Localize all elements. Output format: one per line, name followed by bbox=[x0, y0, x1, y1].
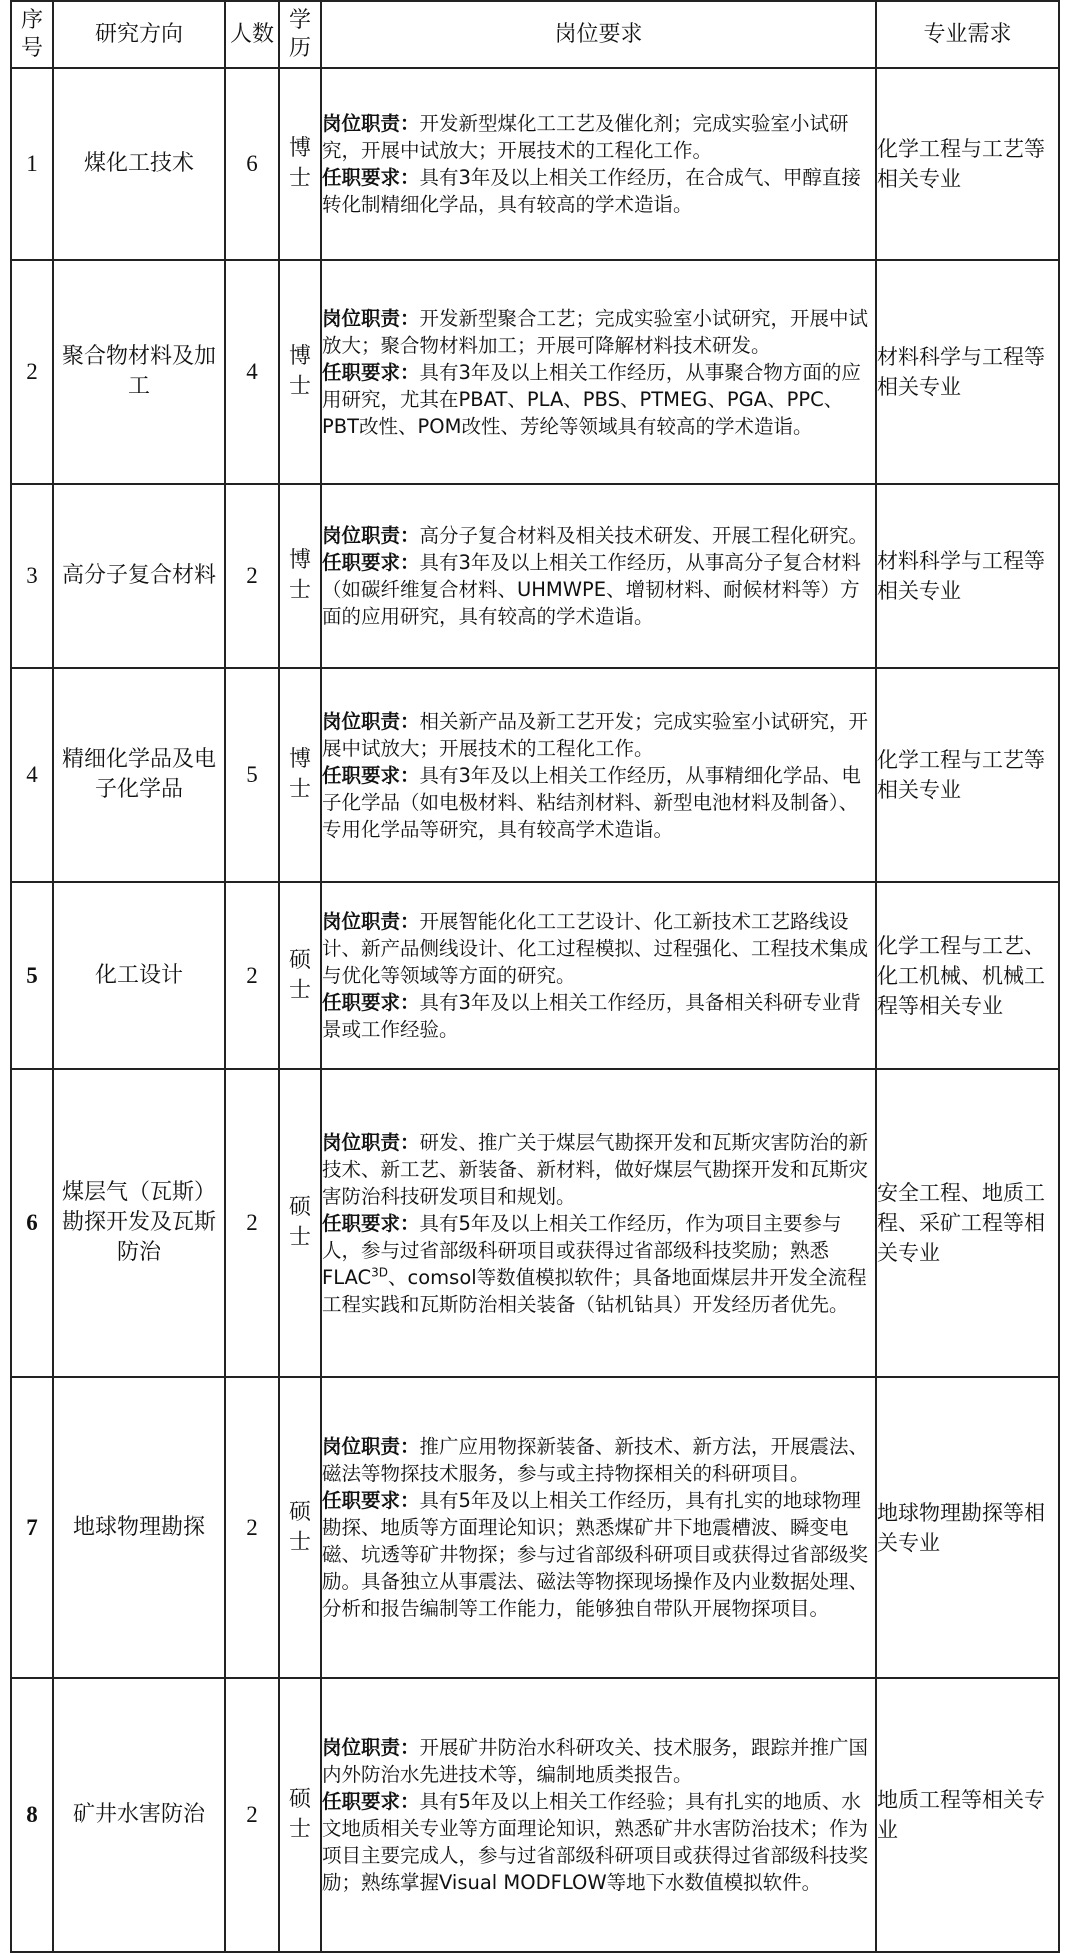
row-no: 5 bbox=[11, 882, 53, 1069]
duty-text: 开发新型煤化工工艺及催化剂；完成实验室小试研究，开展中试放大；开展技术的工程化工作。 bbox=[322, 112, 849, 162]
header-major: 专业需求 bbox=[876, 1, 1059, 68]
row-direction: 煤层气（瓦斯）勘探开发及瓦斯防治 bbox=[53, 1069, 225, 1377]
qualification-label: 任职要求： bbox=[322, 763, 420, 787]
qualification-text: 具有3年及以上相关工作经历，从事高分子复合材料（如碳纤维复合材料、UHMWPE、增韧材料、耐候材料等）方面的应用研究，具有较高的学术造诣。 bbox=[322, 551, 861, 628]
duty-text: 开展智能化化工工艺设计、化工新技术工艺路线设计、新产品侧线设计、化工过程模拟、过程强化、工程技术集成与优化等领域等方面的研究。 bbox=[322, 910, 869, 987]
row-requirements bbox=[321, 1069, 876, 1377]
duty-label: 岗位职责： bbox=[322, 1130, 420, 1154]
qualification-label: 任职要求： bbox=[322, 1211, 420, 1235]
row-no: 8 bbox=[11, 1678, 53, 1952]
table-row bbox=[11, 1377, 1059, 1678]
row-education: 硕士 bbox=[279, 1678, 321, 1952]
qualification-text-cont: 、comsol等数值模拟软件；具备地面煤层井开发全流程工程实践和瓦斯防治相关装备（钻机钻具）开发经历者优先。 bbox=[322, 1265, 867, 1316]
row-no: 7 bbox=[11, 1377, 53, 1678]
row-major: 安全工程、地质工程、采矿工程等相关专业 bbox=[876, 1069, 1059, 1377]
row-direction: 地球物理勘探 bbox=[53, 1377, 225, 1678]
row-requirements bbox=[321, 484, 876, 668]
row-direction: 精细化学品及电子化学品 bbox=[53, 668, 225, 882]
row-major: 材料科学与工程等相关专业 bbox=[876, 484, 1059, 668]
row-education: 硕士 bbox=[279, 882, 321, 1069]
duty-text: 推广应用物探新装备、新技术、新方法，开展震法、磁法等物探技术服务，参与或主持物探相关的科研项目。 bbox=[322, 1435, 869, 1485]
row-major: 地球物理勘探等相关专业 bbox=[876, 1377, 1059, 1678]
table-row bbox=[11, 668, 1059, 882]
row-direction: 化工设计 bbox=[53, 882, 225, 1069]
row-major: 地质工程等相关专业 bbox=[876, 1678, 1059, 1952]
row-count: 6 bbox=[225, 68, 279, 260]
qualification-text: 具有3年及以上相关工作经历，在合成气、甲醇直接转化制精细化学品，具有较高的学术造诣。 bbox=[322, 166, 861, 216]
qualification-label: 任职要求： bbox=[322, 166, 420, 189]
duty-text: 开展矿井防治水科研攻关、技术服务，跟踪并推广国内外防治水先进技术等，编制地质类报告。 bbox=[322, 1736, 869, 1786]
row-major: 化学工程与工艺等相关专业 bbox=[876, 668, 1059, 882]
row-count: 2 bbox=[225, 1069, 279, 1377]
row-no: 1 bbox=[11, 68, 53, 260]
row-education: 博士 bbox=[279, 668, 321, 882]
row-count: 4 bbox=[225, 260, 279, 484]
row-education: 博士 bbox=[279, 68, 321, 260]
duty-label: 岗位职责： bbox=[322, 1736, 420, 1759]
duty-label: 岗位职责： bbox=[322, 910, 420, 933]
duty-label: 岗位职责： bbox=[322, 524, 420, 547]
qualification-text: 具有5年及以上相关工作经历，作为项目主要参与人，参与过省部级科研项目或获得过省部级科技奖励；熟悉FLAC bbox=[322, 1211, 842, 1289]
row-education: 硕士 bbox=[279, 1377, 321, 1678]
row-major: 化学工程与工艺等相关专业 bbox=[876, 68, 1059, 260]
row-direction: 煤化工技术 bbox=[53, 68, 225, 260]
row-no: 6 bbox=[11, 1069, 53, 1377]
qualification-text: 具有3年及以上相关工作经历，从事精细化学品、电子化学品（如电极材料、粘结剂材料、新型电池材料及制备）、专用化学品等研究，具有较高学术造诣。 bbox=[322, 763, 861, 841]
duty-label: 岗位职责： bbox=[322, 112, 420, 135]
qualification-label: 任职要求： bbox=[322, 551, 420, 574]
duty-text: 高分子复合材料及相关技术研发、开展工程化研究。 bbox=[419, 524, 869, 547]
header-direction: 研究方向 bbox=[53, 1, 225, 68]
table-row bbox=[11, 1069, 1059, 1377]
row-count: 5 bbox=[225, 668, 279, 882]
qualification-text: 具有3年及以上相关工作经历，从事聚合物方面的应用研究，尤其在PBAT、PLA、PBS、PTMEG、PGA、PPC、PBT改性、POM改性、芳纶等领域具有较高的学术造诣。 bbox=[322, 360, 861, 438]
job-requirements-table bbox=[10, 0, 1060, 1953]
table-row bbox=[11, 260, 1059, 484]
qualification-label: 任职要求： bbox=[322, 360, 420, 384]
row-requirements bbox=[321, 882, 876, 1069]
duty-text: 相关新产品及新工艺开发；完成实验室小试研究，开展中试放大；开展技术的工程化工作。 bbox=[322, 709, 869, 760]
duty-text: 研发、推广关于煤层气勘探开发和瓦斯灾害防治的新技术、新工艺、新装备、新材料，做好煤层气勘探开发和瓦斯灾害防治科技研发项目和规划。 bbox=[322, 1130, 869, 1208]
row-count: 2 bbox=[225, 882, 279, 1069]
row-no: 2 bbox=[11, 260, 53, 484]
row-count: 2 bbox=[225, 1377, 279, 1678]
header-no: 序号 bbox=[11, 1, 53, 68]
row-no: 3 bbox=[11, 484, 53, 668]
table-row bbox=[11, 1678, 1059, 1952]
duty-label: 岗位职责： bbox=[322, 306, 420, 330]
row-requirements bbox=[321, 668, 876, 882]
row-education: 博士 bbox=[279, 260, 321, 484]
table-row bbox=[11, 484, 1059, 668]
row-major: 化学工程与工艺、化工机械、机械工程等相关专业 bbox=[876, 882, 1059, 1069]
table-row bbox=[11, 68, 1059, 260]
duty-label: 岗位职责： bbox=[322, 709, 420, 733]
row-requirements bbox=[321, 260, 876, 484]
row-count: 2 bbox=[225, 1678, 279, 1952]
row-direction: 高分子复合材料 bbox=[53, 484, 225, 668]
row-education: 博士 bbox=[279, 484, 321, 668]
header-education: 学历 bbox=[279, 1, 321, 68]
row-requirements bbox=[321, 68, 876, 260]
row-no: 4 bbox=[11, 668, 53, 882]
row-education: 硕士 bbox=[279, 1069, 321, 1377]
qualification-label: 任职要求： bbox=[322, 1489, 420, 1512]
table-header-row bbox=[11, 1, 1059, 68]
qualification-label: 任职要求： bbox=[322, 991, 420, 1014]
qualification-text: 具有5年及以上相关工作经历，具有扎实的地球物理勘探、地质等方面理论知识；熟悉煤矿井下地震槽波、瞬变电磁、坑透等矿井物探；参与过省部级科研项目或获得过省部级奖励。具备独立从事震法、磁法等物探现场操作及内业数据处理、分析和报告编制等工作能力，能够独自带队开展物探项目。 bbox=[322, 1489, 869, 1620]
superscript-3d: 3D bbox=[371, 1265, 389, 1279]
row-requirements bbox=[321, 1678, 876, 1952]
row-direction: 聚合物材料及加工 bbox=[53, 260, 225, 484]
row-requirements bbox=[321, 1377, 876, 1678]
duty-text: 开发新型聚合工艺；完成实验室小试研究，开展中试放大；聚合物材料加工；开展可降解材料技术研发。 bbox=[322, 306, 869, 357]
header-count: 人数 bbox=[225, 1, 279, 68]
table-row bbox=[11, 882, 1059, 1069]
row-direction: 矿井水害防治 bbox=[53, 1678, 225, 1952]
row-count: 2 bbox=[225, 484, 279, 668]
qualification-text: 具有3年及以上相关工作经历，具备相关科研专业背景或工作经验。 bbox=[322, 991, 861, 1041]
header-requirements: 岗位要求 bbox=[321, 1, 876, 68]
qualification-label: 任职要求： bbox=[322, 1790, 420, 1813]
qualification-text: 具有5年及以上相关工作经验；具有扎实的地质、水文地质相关专业等方面理论知识，熟悉矿井水害防治技术；作为项目主要完成人，参与过省部级科研项目或获得过省部级科技奖励；熟练掌握Visual MODFLOW等地下水数值模拟软件。 bbox=[322, 1790, 869, 1894]
duty-label: 岗位职责： bbox=[322, 1435, 420, 1458]
row-major: 材料科学与工程等相关专业 bbox=[876, 260, 1059, 484]
